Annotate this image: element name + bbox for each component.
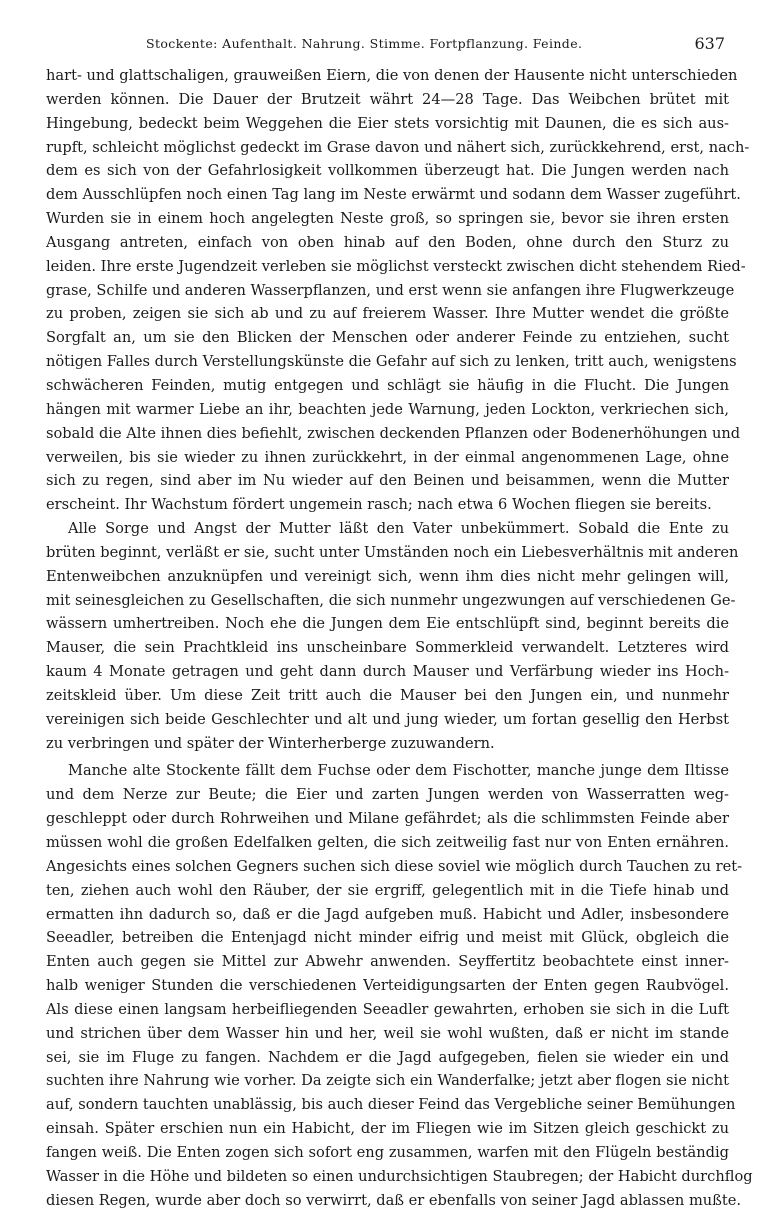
text-line: Wurden sie in einem hoch angelegten Neste groß, so springen sie, bevor sie ihren ersten: [46, 210, 729, 228]
text-line: rupft, schleicht möglichst gedeckt im Grase davon und nähert sich, zurückkehrend, erst, nach-: [46, 138, 750, 156]
text-line: Alle Sorge und Angst der Mutter läßt den Vater unbekümmert. Sobald die Ente zu: [68, 520, 729, 538]
text-line: Ausgang antreten, einfach von oben hinab auf den Boden, ohne durch den Sturz zu: [46, 233, 729, 251]
paragraph: [46, 517, 739, 755]
text-line: leiden. Ihre erste Jugendzeit verleben sie möglichst versteckt zwischen dicht stehendem Ried-: [46, 257, 746, 275]
body-text: [46, 64, 753, 1213]
text-line: Enten auch gegen sie Mittel zur Abwehr anwenden. Seyffertitz beobachtete einst inner-: [46, 953, 729, 971]
text-line: halb weniger Stunden die verschiedenen Verteidigungsarten der Enten gegen Raubvögel.: [46, 977, 729, 995]
page-header: [46, 28, 729, 64]
running-head: Stockente: Aufenthalt. Nahrung. Stimme. Fortpflanzung. Feinde.: [146, 36, 583, 51]
text-line: Als diese einen langsam herbeifliegenden Seeadler gewahrten, erhoben sie sich in die Luft: [46, 1000, 729, 1018]
text-line: kaum 4 Monate getragen und geht dann durch Mauser und Verfärbung wieder ins Hoch-: [46, 663, 729, 681]
text-line: und dem Nerze zur Beute; die Eier und zarten Jungen werden von Wasserratten weg-: [46, 786, 729, 804]
text-line: schwächeren Feinden, mutig entgegen und schlägt sie häufig in die Flucht. Die Jungen: [46, 376, 729, 394]
book-page: [46, 28, 753, 1213]
text-line: dem es sich von der Gefahrlosigkeit vollkommen überzeugt hat. Die Jungen werden nach: [46, 162, 729, 180]
text-line: verweilen, bis sie wieder zu ihnen zurückkehrt, in der einmal angenommenen Lage, ohne: [46, 448, 729, 466]
text-line: Entenweibchen anzuknüpfen und vereinigt sich, wenn ihm dies nicht mehr gelingen will,: [46, 567, 729, 585]
text-line: einsah. Später erschien nun ein Habicht, der im Fliegen wie im Sitzen gleich geschickt zu: [46, 1120, 729, 1138]
paragraph: [46, 759, 753, 1212]
text-line: Sorgfalt an, um sie den Blicken der Menschen oder anderer Feinde zu entziehen, sucht: [46, 329, 729, 347]
text-line: vereinigen sich beide Geschlechter und alt und jung wieder, um fortan gesellig den Herbst: [46, 710, 729, 728]
text-line: Wasser in die Höhe und bildeten so einen undurchsichtigen Staubregen; der Habicht durchflog: [46, 1167, 753, 1185]
text-line: Hingebung, bedeckt beim Weggehen die Eier stets vorsichtig mit Daunen, die es sich aus-: [46, 114, 729, 132]
text-line: wässern umhertreiben. Noch ehe die Jungen dem Eie entschlüpft sind, beginnt bereits die: [46, 615, 729, 633]
text-line: Manche alte Stockente fällt dem Fuchse oder dem Fischotter, manche junge dem Iltisse: [68, 762, 729, 780]
paragraph: [46, 64, 750, 517]
text-line: hängen mit warmer Liebe an ihr, beachten jede Warnung, jeden Lockton, verkriechen sich,: [46, 400, 729, 418]
text-line: fangen weiß. Die Enten zogen sich sofort eng zusammen, warfen mit den Flügeln beständig: [46, 1143, 729, 1161]
text-line: Seeadler, betreiben die Entenjagd nicht minder eifrig und meist mit Glück, obgleich die: [46, 929, 729, 947]
text-line: zu verbringen und später der Winterherberge zuzuwandern.: [46, 734, 495, 752]
text-line: ermatten ihn dadurch so, daß er die Jagd aufgeben muß. Habicht und Adler, insbesondere: [46, 905, 729, 923]
text-line: Angesichts eines solchen Gegners suchen sich diese soviel wie möglich durch Tauchen zu ret-: [46, 857, 743, 875]
text-line: erscheint. Ihr Wachstum fördert ungemein rasch; nach etwa 6 Wochen fliegen sie bereits.: [46, 496, 712, 514]
text-line: ten, ziehen auch wohl den Räuber, der sie ergriff, gelegentlich mit in die Tiefe hinab und: [46, 881, 729, 899]
text-line: zu proben, zeigen sie sich ab und zu auf freierem Wasser. Ihre Mutter wendet die größte: [46, 305, 729, 323]
text-line: dem Ausschlüpfen noch einen Tag lang im Neste erwärmt und sodann dem Wasser zugeführt.: [46, 186, 741, 204]
text-line: sich zu regen, sind aber im Nu wieder auf den Beinen und beisammen, wenn die Mutter: [46, 472, 729, 490]
text-line: hart- und glattschaligen, grauweißen Eiern, die von denen der Hausente nicht unterschieden: [46, 67, 738, 84]
text-line: nötigen Falles durch Verstellungskünste die Gefahr auf sich zu lenken, tritt auch, wenigstens: [46, 353, 737, 371]
text-line: suchten ihre Nahrung wie vorher. Da zeigte sich ein Wanderfalke; jetzt aber flogen sie nicht: [46, 1072, 729, 1090]
text-line: Mauser, die sein Prachtkleid ins unscheinbare Sommerkleid verwandelt. Letzteres wird: [46, 639, 729, 657]
text-line: zeitskleid über. Um diese Zeit tritt auch die Mauser bei den Jungen ein, und nunmehr: [46, 686, 729, 704]
text-line: geschleppt oder durch Rohrweihen und Milane gefährdet; als die schlimmsten Feinde aber: [46, 810, 729, 828]
text-line: mit seinesgleichen zu Gesellschaften, die sich nunmehr ungezwungen auf verschiedenen Ge-: [46, 591, 736, 609]
text-line: brüten beginnt, verläßt er sie, sucht unter Umständen noch ein Liebesverhältnis mit anderen: [46, 543, 739, 561]
text-line: grase, Schilfe und anderen Wasserpflanzen, und erst wenn sie anfangen ihre Flugwerkzeuge: [46, 281, 735, 299]
text-line: und strichen über dem Wasser hin und her, weil sie wohl wußten, daß er nicht im stande: [46, 1024, 729, 1042]
text-line: diesen Regen, wurde aber doch so verwirrt, daß er ebenfalls von seiner Jagd ablassen mußte.: [46, 1191, 742, 1209]
text-line: werden können. Die Dauer der Brutzeit währt 24—28 Tage. Das Weibchen brütet mit: [46, 90, 729, 108]
page-number: 637: [694, 34, 725, 53]
text-line: sobald die Alte ihnen dies befiehlt, zwischen deckenden Pflanzen oder Bodenerhöhungen und: [46, 424, 741, 442]
text-line: auf, sondern tauchten unablässig, bis auch dieser Feind das Vergebliche seiner Bemühungen: [46, 1096, 736, 1114]
text-line: sei, sie im Fluge zu fangen. Nachdem er die Jagd aufgegeben, fielen sie wieder ein und: [46, 1048, 729, 1066]
text-line: müssen wohl die großen Edelfalken gelten, die sich zeitweilig fast nur von Enten ernähren.: [46, 834, 729, 851]
